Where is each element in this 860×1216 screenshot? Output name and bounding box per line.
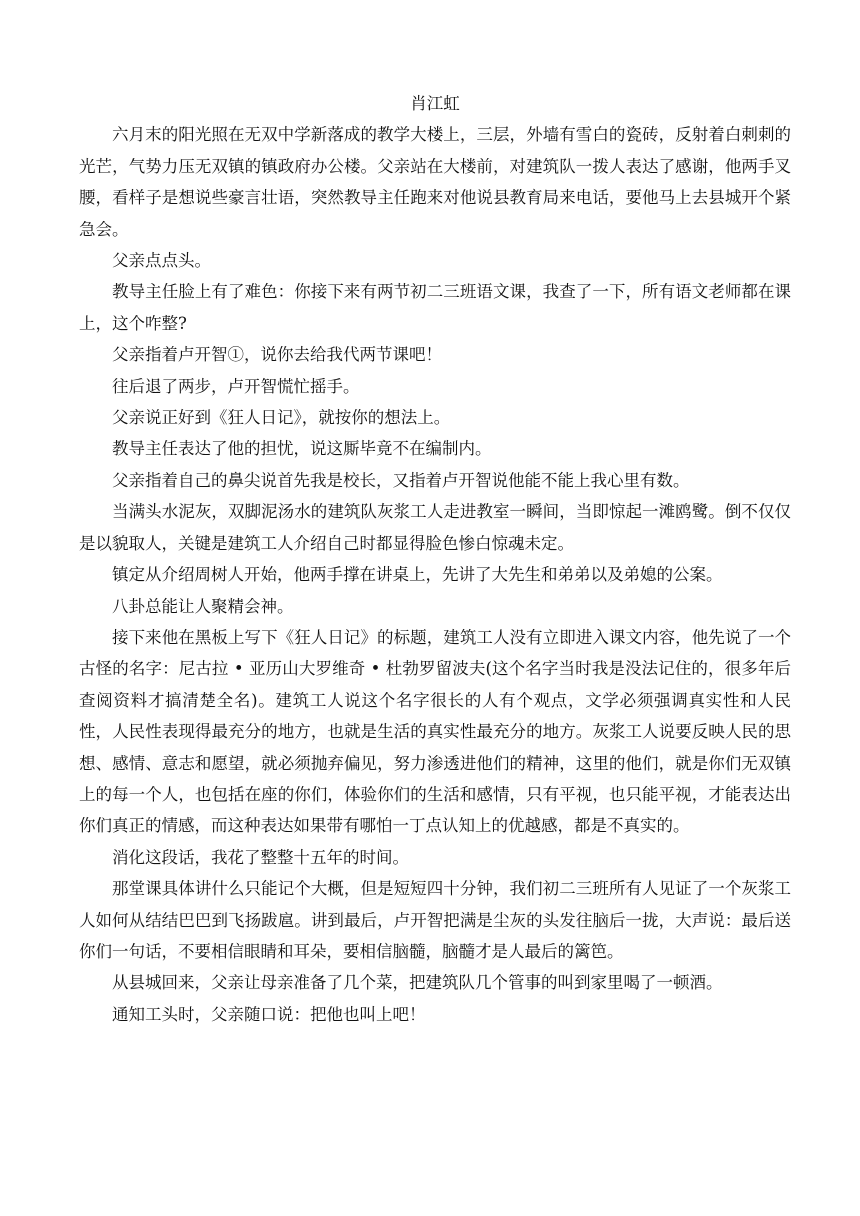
paragraph: 父亲点点头。	[112, 251, 211, 271]
paragraph: 接下来他在黑板上写下《狂人日记》的标题，建筑工人没有立即进入课文内容，他先说了一个古怪的名字：尼古拉 • 亚历山大罗维奇 • 杜勃罗留波夫(这个名字当时我是没法记住的，很多年后查阅资料才搞清楚全名)。建筑工人说这个名字很长的人有个观点，文学必须强调真实性和人民性，人民性表现得最充分的地方，也就是生活的真实性最充分的地方。灰浆工人说要反映人民的思想、感情、意志和愿望，就必须抛弃偏见，努力渗透进他们的精神，这里的他们，就是你们无双镇上的每一个人，也包括在座的你们，体验你们的生活和感情，只有平视，也只能平视，才能表达出你们真正的情感，而这种表达如果带有哪怕一丁点认知上的优越感，都是不真实的。	[79, 627, 791, 836]
paragraph: 从县城回来，父亲让母亲准备了几个菜，把建筑队几个管事的叫到家里喝了一顿酒。	[112, 973, 723, 993]
paragraph: 消化这段话，我花了整整十五年的时间。	[112, 847, 409, 867]
paragraph: 六月末的阳光照在无双中学新落成的教学大楼上，三层，外墙有雪白的瓷砖，反射着白刺刺的光芒，气势力压无双镇的镇政府办公楼。父亲站在大楼前，对建筑队一拨人表达了感谢，他两手叉腰，看样子是想说些豪言壮语，突然教导主任跑来对他说县教育局来电话，要他马上去县城开个紧急会。	[79, 125, 791, 239]
paragraph: 父亲指着卢开智①，说你去给我代两节课吧！	[112, 345, 442, 365]
paragraph: 镇定从介绍周树人开始，他两手撑在讲桌上，先讲了大先生和弟弟以及弟媳的公案。	[112, 565, 723, 585]
paragraph: 父亲说正好到《狂人日记》，就按你的想法上。	[112, 408, 451, 428]
paragraph: 往后退了两步，卢开智慌忙摇手。	[112, 376, 360, 396]
paragraph: 教导主任表达了他的担忧，说这厮毕竟不在编制内。	[112, 439, 492, 459]
document-title: 肖江虹	[410, 94, 460, 113]
paragraph: 当满头水泥灰，双脚泥汤水的建筑队灰浆工人走进教室一瞬间，当即惊起一滩鸥鹭。倒不仅仅是以貌取人，关键是建筑工人介绍自己时都显得脸色惨白惊魂未定。	[79, 502, 791, 553]
paragraph: 那堂课具体讲什么只能记个大概，但是短短四十分钟，我们初二三班所有人见证了一个灰浆工人如何从结结巴巴到飞扬跋扈。讲到最后，卢开智把满是尘灰的头发往脑后一拢，大声说：最后送你们一句话，不要相信眼睛和耳朵，要相信脑髓，脑髓才是人最后的篱笆。	[79, 879, 791, 961]
paragraph: 通知工头时，父亲随口说：把他也叫上吧！	[112, 1004, 426, 1024]
paragraph: 八卦总能让人聚精会神。	[112, 596, 294, 616]
document-body	[79, 88, 791, 1030]
paragraph: 父亲指着自己的鼻尖说首先我是校长，又指着卢开智说他能不能上我心里有数。	[112, 470, 690, 490]
paragraph: 教导主任脸上有了难色：你接下来有两节初二三班语文课，我查了一下，所有语文老师都在课上，这个咋整?	[79, 282, 791, 333]
